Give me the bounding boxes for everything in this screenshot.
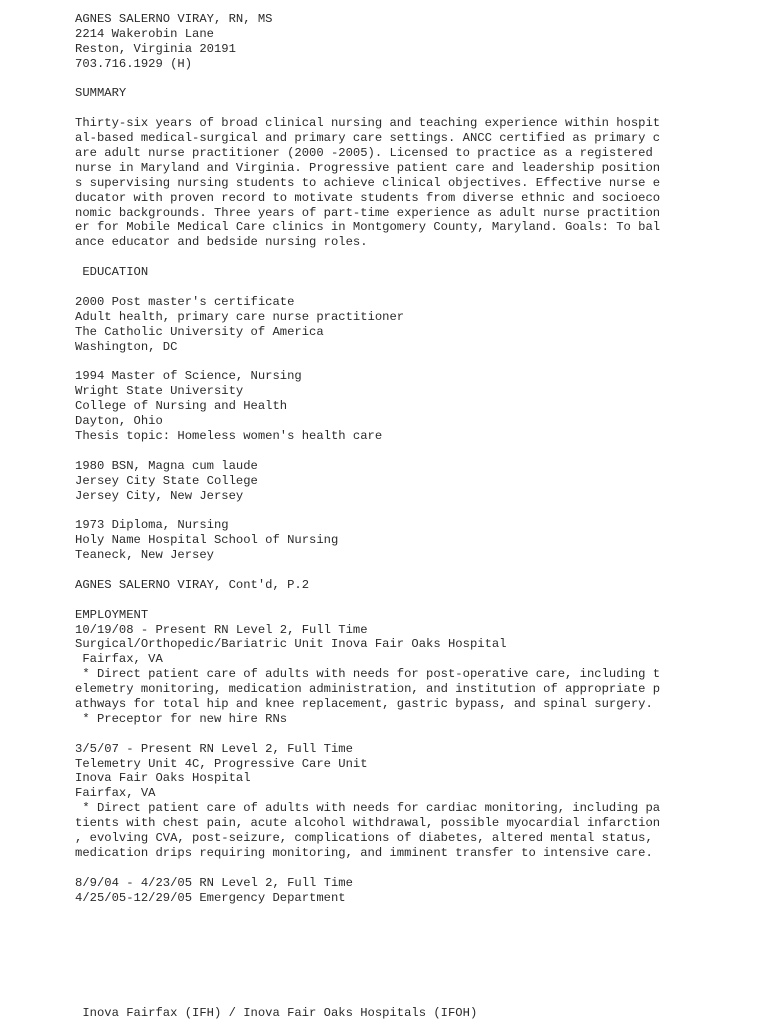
spacer: [75, 250, 695, 265]
spacer: [75, 101, 695, 116]
applicant-name: AGNES SALERNO VIRAY, RN, MS: [75, 12, 273, 26]
spacer: [75, 280, 695, 295]
employment-line: 3/5/07 - Present RN Level 2, Full Time: [75, 741, 353, 756]
education-line: Wright State University: [75, 384, 244, 399]
page-footer: Inova Fairfax (IFH) / Inova Fair Oaks Hospitals (IFOH): [75, 1006, 478, 1020]
employment-line: 8/9/04 - 4/23/05 RN Level 2, Full Time: [75, 875, 353, 890]
spacer: [75, 503, 695, 518]
employment-line: * Direct patient care of adults with needs for cardiac monitoring, including pa: [75, 801, 661, 816]
summary-heading: SUMMARY: [75, 86, 127, 101]
employment-line: tients with chest pain, acute alcohol withdrawal, possible myocardial infarction: [75, 816, 661, 831]
employment-entry: [75, 876, 695, 906]
spacer: [75, 727, 695, 742]
employment-line: , evolving CVA, post-seizure, complications of diabetes, altered mental status,: [75, 830, 653, 845]
phone-number: 703.716.1929 (H): [75, 56, 193, 71]
summary-line: s supervising nursing students to achieve clinical objectives. Effective nurse e: [75, 175, 661, 190]
city-state-zip: Reston, Virginia 20191: [75, 41, 236, 56]
employment-line: Telemetry Unit 4C, Progressive Care Unit: [75, 756, 368, 771]
spacer: [75, 444, 695, 459]
education-line: Adult health, primary care nurse practitioner: [75, 309, 405, 324]
education-line: Teaneck, New Jersey: [75, 548, 214, 563]
education-heading: EDUCATION: [75, 265, 149, 280]
spacer: [75, 354, 695, 369]
summary-line: ducator with proven record to motivate students from diverse ethnic and socioeco: [75, 190, 661, 205]
education-line: College of Nursing and Health: [75, 399, 288, 414]
education-entry: [75, 459, 695, 504]
education-entry: [75, 518, 695, 563]
summary-line: Thirty-six years of broad clinical nursing and teaching experience within hospit: [75, 116, 661, 131]
employment-line: Fairfax, VA: [75, 652, 163, 667]
summary-line: er for Mobile Medical Care clinics in Montgomery County, Maryland. Goals: To bal: [75, 220, 661, 235]
education-entry: [75, 295, 695, 355]
education-entry: [75, 369, 695, 443]
education-line: 1994 Master of Science, Nursing: [75, 369, 302, 384]
employment-line: 10/19/08 - Present RN Level 2, Full Time: [75, 622, 368, 637]
employment-line: athways for total hip and knee replacement, gastric bypass, and spinal surgery.: [75, 696, 653, 711]
employment-line: Inova Fair Oaks Hospital: [75, 771, 251, 786]
education-line: Jersey City State College: [75, 473, 258, 488]
education-line: Holy Name Hospital School of Nursing: [75, 533, 339, 548]
employment-line: Surgical/Orthopedic/Bariatric Unit Inova Fair Oaks Hospital: [75, 637, 507, 652]
employment-line: Fairfax, VA: [75, 786, 156, 801]
employment-line: * Direct patient care of adults with needs for post-operative care, including t: [75, 667, 661, 682]
education-line: Jersey City, New Jersey: [75, 488, 244, 503]
education-line: Thesis topic: Homeless women's health care: [75, 428, 383, 443]
education-line: The Catholic University of America: [75, 324, 324, 339]
education-line: Washington, DC: [75, 339, 178, 354]
employment-line: 4/25/05-12/29/05 Emergency Department: [75, 890, 346, 905]
summary-line: nomic backgrounds. Three years of part-time experience as adult nurse practition: [75, 205, 661, 220]
employment-entry: [75, 623, 695, 727]
education-line: 1973 Diploma, Nursing: [75, 518, 229, 533]
education-line: Dayton, Ohio: [75, 414, 163, 429]
spacer: [75, 72, 695, 87]
employment-line: elemetry monitoring, medication administration, and institution of appropriate p: [75, 682, 661, 697]
employment-heading: EMPLOYMENT: [75, 607, 149, 622]
employment-entry: [75, 742, 695, 861]
spacer: [75, 593, 695, 608]
education-line: 1980 BSN, Magna cum laude: [75, 458, 258, 473]
spacer: [75, 861, 695, 876]
summary-line: al-based medical-surgical and primary care settings. ANCC certified as primary c: [75, 131, 661, 146]
summary-paragraph: [75, 116, 695, 250]
street-address: 2214 Wakerobin Lane: [75, 26, 214, 41]
spacer: [75, 563, 695, 578]
education-line: 2000 Post master's certificate: [75, 294, 295, 309]
employment-line: * Preceptor for new hire RNs: [75, 711, 288, 726]
summary-line: ance educator and bedside nursing roles.: [75, 235, 368, 250]
employment-line: medication drips requiring monitoring, and imminent transfer to intensive care.: [75, 845, 653, 860]
continuation-header: AGNES SALERNO VIRAY, Cont'd, P.2: [75, 577, 310, 592]
summary-line: are adult nurse practitioner (2000 -2005). Licensed to practice as a registered: [75, 146, 653, 161]
resume-document: [75, 12, 695, 905]
summary-line: nurse in Maryland and Virginia. Progressive patient care and leadership position: [75, 160, 661, 175]
